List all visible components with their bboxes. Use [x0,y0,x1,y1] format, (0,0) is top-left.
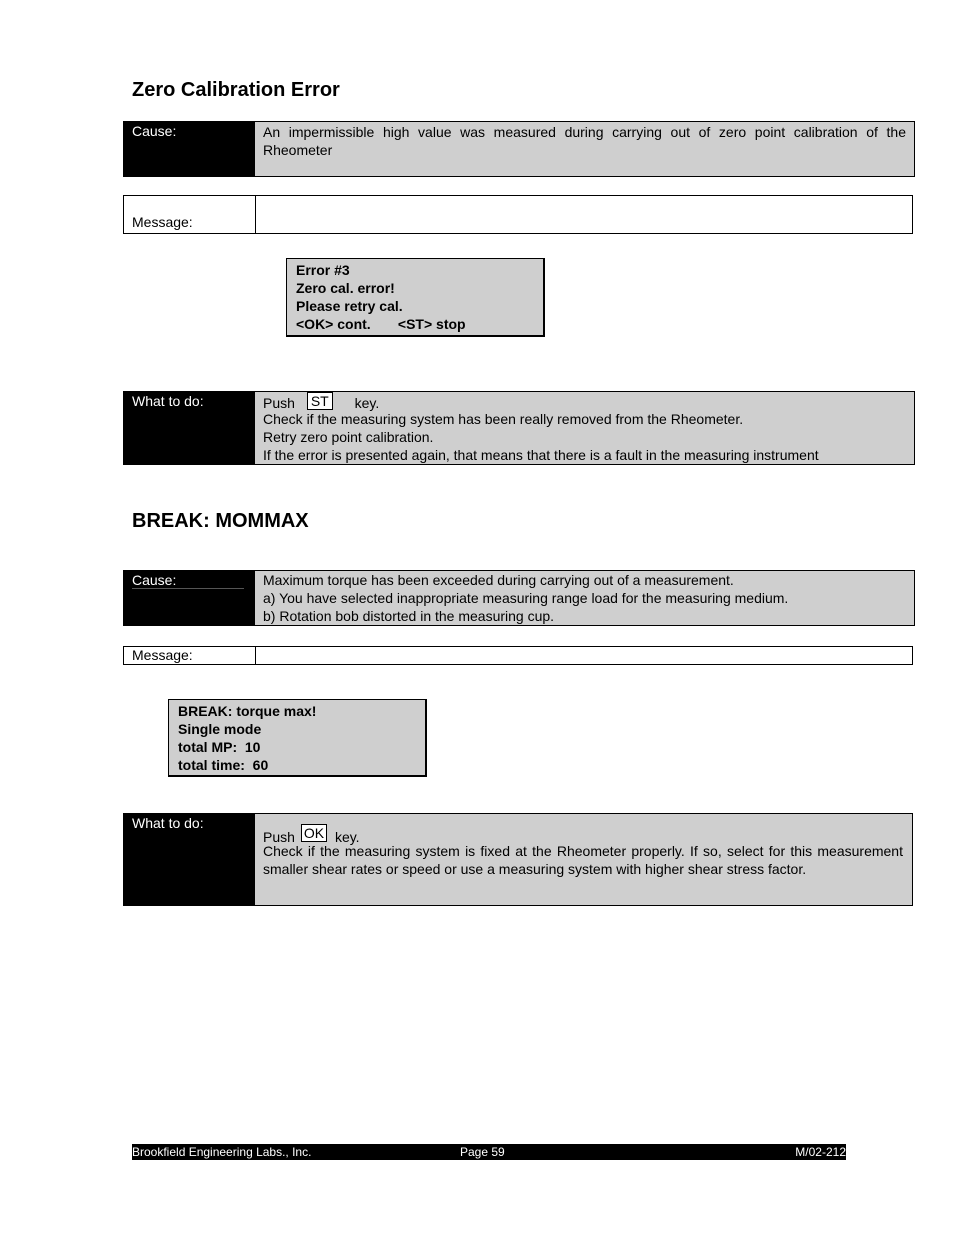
message-content [256,647,912,664]
lcd-line: Please retry cal. [296,298,403,314]
cause-text: An impermissible high value was measured during carrying out of zero point calibration of the Rheometer [255,122,914,176]
lcd-line: <OK> cont. <ST> stop [296,316,466,332]
cause-label [124,571,255,625]
cause-line: a) You have selected inappropriate measuring range load for the measuring medium. [263,590,789,606]
lcd-line: BREAK: torque max! [178,703,317,719]
message-row [123,195,913,234]
push-text: Push [263,395,295,411]
todo-push-line [263,392,906,410]
lcd-line: Zero cal. error! [296,280,395,296]
cause-row [123,570,915,626]
cause-label: Cause: [124,122,255,176]
todo-content [255,814,912,905]
page-footer [132,1144,846,1160]
todo-content [255,392,914,464]
todo-line: Retry zero point calibration. [263,429,434,445]
lcd-line: Single mode [178,721,262,737]
footer-company: Brookfield Engineering Labs., Inc. [132,1145,312,1159]
push-text: Push [263,829,295,845]
todo-line: If the error is presented again, that means that there is a fault in the measuring instrument [263,447,819,463]
section-title-zero-calibration: Zero Calibration Error [132,79,340,101]
lcd-display-break [168,699,427,777]
st-key-icon: ST [307,392,333,410]
cause-row [123,121,915,177]
todo-line: Check if the measuring system has been really removed from the Rheometer. [263,411,744,427]
footer-page-number: Page 59 [460,1145,505,1159]
ok-key-icon: OK [301,824,327,842]
lcd-line: total MP: 10 [178,739,261,755]
message-label-text: Message: [132,214,193,230]
footer-doc-id: M/02-212 [795,1145,846,1159]
message-label: Message: [124,647,256,664]
message-row [123,646,913,665]
cause-line: Maximum torque has been exceeded during carrying out of a measurement. [263,572,734,588]
lcd-line: Error #3 [296,262,350,278]
todo-row [123,391,915,465]
todo-row [123,813,913,906]
section-title-break-mommax: BREAK: MOMMAX [132,510,309,532]
message-content [256,196,912,233]
cause-text [255,571,914,625]
lcd-display-error-3 [286,258,545,337]
todo-text: Check if the measuring system is fixed at the Rheometer properly. If so, select for this measurement smaller shear rates or speed or use a measuring system with higher shear stress factor. [263,843,903,877]
message-label [124,196,256,233]
todo-label: What to do: [124,814,255,905]
todo-push-line [263,824,904,845]
key-suffix: key. [334,829,360,845]
lcd-line: total time: 60 [178,757,269,773]
cause-label-text: Cause: [132,572,244,589]
key-suffix: key. [354,395,380,411]
cause-line: b) Rotation bob distorted in the measuring cup. [263,608,555,624]
todo-label: What to do: [124,392,255,464]
